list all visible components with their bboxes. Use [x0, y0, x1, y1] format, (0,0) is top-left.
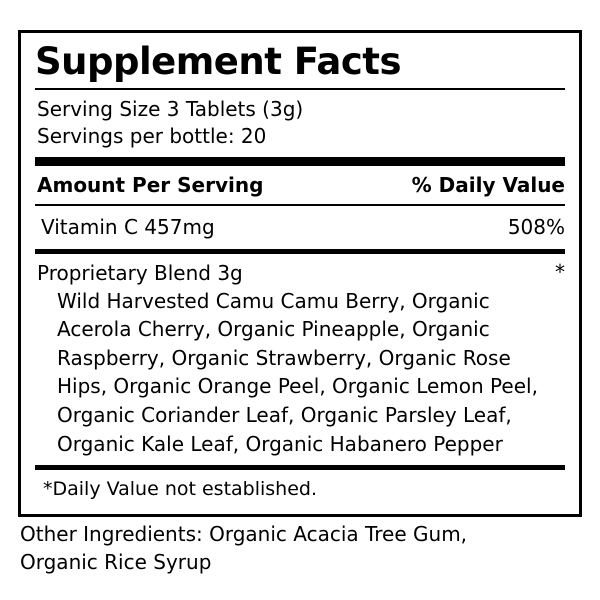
- divider-above-blend: [35, 249, 565, 254]
- table-row: [35, 210, 565, 245]
- column-headers: [35, 170, 565, 202]
- daily-value-header: % Daily Value: [411, 172, 565, 197]
- blend-name: Proprietary Blend 3g: [37, 260, 243, 285]
- divider-under-column-headers: [35, 204, 565, 206]
- nutrient-name: Vitamin C 457mg: [41, 214, 215, 239]
- divider-under-title: [35, 88, 565, 90]
- daily-value-footnote: *Daily Value not established.: [43, 478, 318, 501]
- blend-daily-value: *: [555, 259, 565, 284]
- serving-info: [35, 94, 565, 153]
- divider-above-amount-header: [35, 157, 565, 166]
- page-title: Supplement Facts: [35, 40, 402, 83]
- other-ingredients: Other Ingredients: Organic Acacia Tree Gum, Organic Rice Syrup: [20, 522, 468, 575]
- nutrient-daily-value: 508%: [507, 214, 565, 239]
- supplement-facts-panel: [18, 30, 582, 517]
- divider-above-footnote: [35, 465, 565, 470]
- serving-size: Serving Size 3 Tablets (3g): [37, 96, 304, 121]
- blend-header-row: [35, 258, 565, 287]
- blend-ingredients: Wild Harvested Camu Camu Berry, Organic Acerola Cherry, Organic Pineapple, Organic Raspberry, Organic Strawberry, Organic Rose Hips, Organic Orange Peel, Organic Lemon Peel, Organic Coriander Leaf, Organic Parsley Leaf, Organic Kale Leaf, Organic Habanero Pepper: [57, 288, 538, 456]
- servings-per-container: Servings per bottle: 20: [37, 123, 267, 148]
- amount-per-serving-header: Amount Per Serving: [37, 172, 264, 197]
